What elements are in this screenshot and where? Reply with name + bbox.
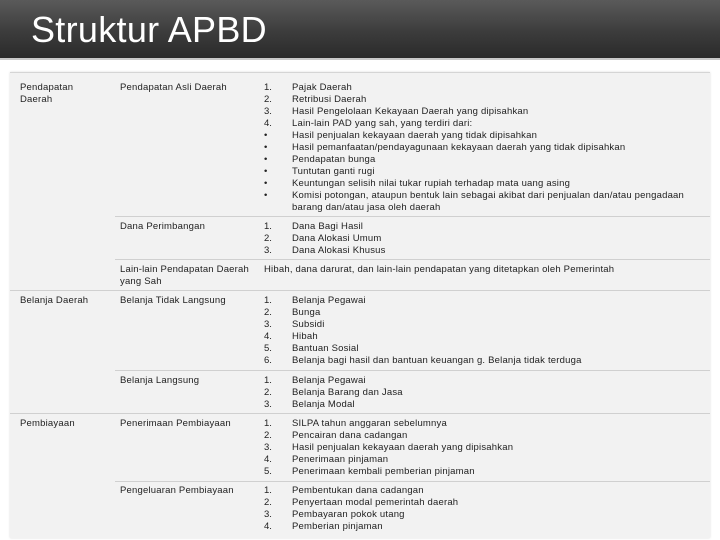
list-marker: 6.: [264, 355, 272, 366]
row-separator: [115, 216, 710, 217]
sub-dana-perimbangan: Dana Perimbangan: [120, 221, 206, 232]
list-item: Belanja Pegawai: [292, 375, 366, 386]
pengeluaran-markers: [264, 485, 272, 533]
sub-lain-lain-pendapatan: Lain-lain Pendapatan Daerah yang Sah: [120, 264, 249, 287]
row-separator: [115, 481, 710, 482]
list-marker: 3.: [264, 442, 272, 453]
list-item: Pemberian pinjaman: [292, 521, 383, 532]
langsung-items: [292, 375, 702, 411]
list-item: Penerimaan pinjaman: [292, 454, 389, 465]
penerimaan-items: [292, 418, 702, 478]
category-pembiayaan: Pembiayaan: [20, 418, 75, 429]
slide-title: Struktur APBD: [31, 9, 267, 50]
lain-lain-text: Hibah, dana darurat, dan lain-lain pendapatan yang ditetapkan oleh Pemerintah: [264, 264, 615, 275]
penerimaan-markers: [264, 418, 272, 478]
list-item: SILPA tahun anggaran sebelumnya: [292, 418, 447, 429]
langsung-markers: [264, 375, 272, 411]
list-marker: •: [264, 166, 268, 177]
sub-belanja-langsung: Belanja Langsung: [120, 375, 200, 386]
list-marker: 4.: [264, 331, 272, 342]
list-marker: 3.: [264, 509, 272, 520]
sub-belanja-tidak-langsung: Belanja Tidak Langsung: [120, 295, 226, 306]
list-marker: •: [264, 142, 268, 153]
list-marker: 3.: [264, 319, 272, 330]
list-marker: 1.: [264, 221, 272, 232]
list-marker: 3.: [264, 399, 272, 410]
list-item: Dana Alokasi Umum: [292, 233, 382, 244]
list-item: Belanja Pegawai: [292, 295, 366, 306]
list-marker: 2.: [264, 430, 272, 441]
list-marker: 2.: [264, 94, 272, 105]
list-marker: 1.: [264, 295, 272, 306]
perimbangan-items: [292, 221, 702, 257]
list-item: Hibah: [292, 331, 318, 342]
list-item: Belanja Modal: [292, 399, 355, 410]
list-marker: •: [264, 154, 268, 165]
list-marker: 5.: [264, 466, 272, 477]
list-item: Pembayaran pokok utang: [292, 509, 405, 520]
category-belanja-daerah: Belanja Daerah: [20, 295, 89, 306]
slide-header: [0, 0, 720, 58]
header-divider: [0, 58, 720, 60]
list-marker: 4.: [264, 521, 272, 532]
list-item: Pendapatan bunga: [292, 154, 376, 165]
list-item: Bantuan Sosial: [292, 343, 359, 354]
list-item: Pembentukan dana cadangan: [292, 485, 424, 496]
tidak-langsung-markers: [264, 295, 272, 367]
pad-markers: [264, 82, 272, 202]
list-item: Lain-lain PAD yang sah, yang terdiri dari:: [292, 118, 473, 129]
list-item: Keuntungan selisih nilai tukar rupiah terhadap mata uang asing: [292, 178, 571, 189]
list-marker: 1.: [264, 82, 272, 93]
list-marker: •: [264, 178, 268, 189]
list-marker: 1.: [264, 375, 272, 386]
list-item: Subsidi: [292, 319, 325, 330]
row-separator: [10, 413, 710, 414]
list-item: Dana Alokasi Khusus: [292, 245, 386, 256]
list-marker: 2.: [264, 233, 272, 244]
list-item: Bunga: [292, 307, 321, 318]
list-marker: •: [264, 190, 268, 201]
list-item: Dana Bagi Hasil: [292, 221, 364, 232]
row-separator: [10, 290, 710, 291]
list-item: Belanja bagi hasil dan bantuan keuangan g. Belanja tidak terduga: [292, 355, 582, 366]
list-item: Hasil penjualan kekayaan daerah yang tidak dipisahkan: [292, 130, 538, 141]
list-item: Pencairan dana cadangan: [292, 430, 408, 441]
list-marker: 3.: [264, 245, 272, 256]
category-pendapatan-daerah: Pendapatan Daerah: [20, 82, 74, 105]
row-separator: [115, 259, 710, 260]
list-item: Tuntutan ganti rugi: [292, 166, 375, 177]
sub-pendapatan-asli-daerah: Pendapatan Asli Daerah: [120, 82, 227, 93]
list-item: Komisi potongan, ataupun bentuk lain sebagai akibat dari penjualan dan/atau pengadaan barang dan/atau jasa oleh daerah: [292, 190, 685, 213]
row-separator: [115, 370, 710, 371]
perimbangan-markers: [264, 221, 272, 257]
list-marker: 3.: [264, 106, 272, 117]
list-marker: 5.: [264, 343, 272, 354]
list-marker: •: [264, 130, 268, 141]
list-marker: 2.: [264, 307, 272, 318]
list-item: Hasil penjualan kekayaan daerah yang dipisahkan: [292, 442, 514, 453]
list-item: Hasil Pengelolaan Kekayaan Daerah yang dipisahkan: [292, 106, 529, 117]
sub-pengeluaran-pembiayaan: Pengeluaran Pembiayaan: [120, 485, 234, 496]
tidak-langsung-items: [292, 295, 702, 367]
list-item: Penyertaan modal pemerintah daerah: [292, 497, 459, 508]
list-item: Retribusi Daerah: [292, 94, 367, 105]
list-item: Penerimaan kembali pemberian pinjaman: [292, 466, 475, 477]
list-item: Belanja Barang dan Jasa: [292, 387, 403, 398]
list-item: Pajak Daerah: [292, 82, 352, 93]
sub-penerimaan-pembiayaan: Penerimaan Pembiayaan: [120, 418, 231, 429]
list-item: Hasil pemanfaatan/pendayagunaan kekayaan daerah yang tidak dipisahkan: [292, 142, 626, 153]
pad-items: [292, 82, 702, 214]
list-marker: 2.: [264, 387, 272, 398]
list-marker: 4.: [264, 454, 272, 465]
list-marker: 4.: [264, 118, 272, 129]
list-marker: 1.: [264, 418, 272, 429]
pengeluaran-items: [292, 485, 702, 533]
list-marker: 1.: [264, 485, 272, 496]
list-marker: 2.: [264, 497, 272, 508]
